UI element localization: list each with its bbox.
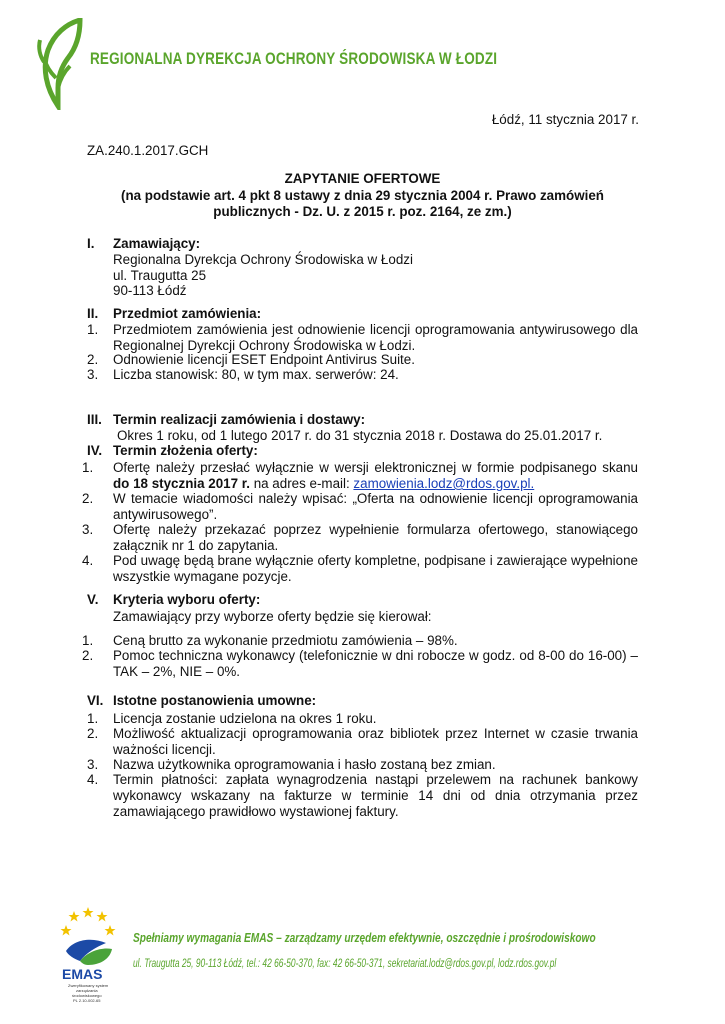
list-item-text: antywirusowego”. (113, 507, 218, 522)
list-item-number: 1. (87, 322, 99, 337)
document-date: Łódź, 11 stycznia 2017 r. (491, 112, 639, 127)
list-item-text: Pomoc techniczna wykonawcy (telefonicznie w dni robocze w godz. od 8-00 do 16-00) – (113, 648, 638, 663)
list-item-number: 3. (87, 757, 99, 772)
list-item-text: Licencja zostanie udzielona na okres 1 roku. (113, 711, 377, 726)
list-item-text: Nazwa użytkownika oprogramowania i hasło zostaną bez zmian. (113, 757, 496, 772)
deadline-date: do 18 stycznia 2017 r. (113, 476, 250, 491)
section-1-number: I. (87, 236, 95, 251)
list-item-text: Możliwość aktualizacji oprogramowania oraz bibliotek przez Internet w czasie trwania (113, 726, 638, 741)
emas-caption: środowiskowego (72, 993, 102, 998)
list-item-number: 3. (82, 522, 94, 537)
delivery-term-text: Okres 1 roku, od 1 lutego 2017 r. do 31 stycznia 2018 r. Dostawa do 25.01.2017 r. (117, 428, 603, 443)
emas-logo (56, 903, 120, 1003)
section-3-number: III. (87, 412, 102, 427)
section-4-number: IV. (87, 443, 103, 458)
list-item-text: W temacie wiadomości należy wpisać: „Oferta na odnowienie licencji oprogramowania (113, 491, 638, 506)
footer-address: ul. Traugutta 25, 90-113 Łódź, tel.: 42 66-50-370, fax: 42 66-50-371, sekretariat.lodz@rdos.gov.pl, lodz.rdos.gov.pl (133, 958, 557, 970)
reference-number: ZA.240.1.2017.GCH (87, 143, 209, 158)
email-label: na adres e-mail: (249, 476, 354, 491)
emas-caption: Zweryfikowany system (68, 983, 109, 988)
buyer-street: ul. Traugutta 25 (113, 268, 207, 283)
section-5-title: Kryteria wyboru oferty: (113, 592, 261, 607)
list-item-number: 2. (87, 352, 99, 367)
emas-caption: zarządzania (76, 988, 98, 993)
list-item-text: Ofertę należy przesłać wyłącznie w wersji elektronicznej w formie podpisanego skanu (113, 460, 638, 475)
list-item-text: Ceną brutto za wykonanie przedmiotu zamówienia – 98%. (113, 633, 458, 648)
list-item-number: 1. (82, 633, 94, 648)
emas-registration: PL 2.10-002-65 (73, 998, 101, 1003)
list-item-number: 1. (87, 711, 99, 726)
section-6-title: Istotne postanowienia umowne: (113, 693, 317, 708)
list-item-number: 3. (87, 367, 99, 382)
section-5-number: V. (87, 592, 99, 607)
section-2-title: Przedmiot zamówienia: (113, 306, 262, 321)
email-link[interactable]: zamowienia.lodz@rdos.gov.pl. (353, 476, 535, 491)
list-item-text: Przedmiotem zamówienia jest odnowienie licencji oprogramowania antywirusowego dla (113, 322, 638, 337)
list-item-text: TAK – 2%, NIE – 0%. (113, 664, 241, 679)
organization-name: REGIONALNA DYREKCJA OCHRONY ŚRODOWISKA W ŁODZI (90, 50, 498, 68)
emas-label: EMAS (62, 966, 103, 982)
list-item-number: 2. (87, 726, 99, 741)
list-item-number: 4. (87, 772, 99, 787)
list-item-text: Pod uwagę będą brane wyłącznie oferty kompletne, podpisane i zawierające wypełnione (113, 553, 638, 568)
footer-tagline: Spełniamy wymagania EMAS – zarządzamy urzędem efektywnie, oszczędnie i prośrodowiskowo (133, 930, 596, 945)
section-2-number: II. (87, 306, 99, 321)
list-item-text: wykonawcy wskazany na fakturze w terminie 14 dni od dnia otrzymania przez (113, 788, 638, 803)
criteria-intro: Zamawiający przy wyborze oferty będzie się kierował: (113, 609, 432, 624)
document-subtitle-line2: publicznych - Dz. U. z 2015 r. poz. 2164, ze zm.) (213, 204, 512, 219)
section-1-title: Zamawiający: (113, 236, 201, 251)
list-item-text: Ofertę należy przekazać poprzez wypełnienie formularza ofertowego, stanowiącego (113, 522, 638, 537)
section-4-title: Termin złożenia oferty: (113, 443, 258, 458)
buyer-name: Regionalna Dyrekcja Ochrony Środowiska w Łodzi (113, 252, 413, 267)
list-item-number: 2. (82, 491, 94, 506)
list-item-text: wszystkie wymagane pozycje. (113, 569, 292, 584)
list-item-text: Liczba stanowisk: 80, w tym max. serwerów: 24. (113, 367, 399, 382)
document-subtitle-line1: (na podstawie art. 4 pkt 8 ustawy z dnia 29 stycznia 2004 r. Prawo zamówień (121, 188, 604, 203)
list-item-text: załącznik nr 1 do zapytania. (113, 538, 279, 553)
buyer-city: 90-113 Łódź (113, 283, 187, 298)
section-6-number: VI. (87, 693, 104, 708)
star-ring-icon (61, 907, 116, 936)
list-item-text: zamawiającego prawidłowo wystawionej faktury. (113, 804, 399, 819)
list-item-number: 2. (82, 648, 94, 663)
list-item-number: 1. (82, 460, 94, 475)
rdos-leaf-logo (36, 18, 86, 110)
document-title: ZAPYTANIE OFERTOWE (284, 171, 441, 186)
list-item-text: ważności licencji. (113, 742, 216, 757)
list-item-text: Termin płatności: zapłata wynagrodzenia nastąpi przelewem na rachunek bankowy (113, 772, 638, 787)
section-3-title: Termin realizacji zamówienia i dostawy: (113, 412, 366, 427)
list-item-text (113, 476, 534, 491)
list-item-text: Regionalnej Dyrekcji Ochrony Środowiska w Łodzi. (113, 338, 416, 353)
list-item-text: Odnowienie licencji ESET Endpoint Antivirus Suite. (113, 352, 415, 367)
list-item-number: 4. (82, 553, 94, 568)
